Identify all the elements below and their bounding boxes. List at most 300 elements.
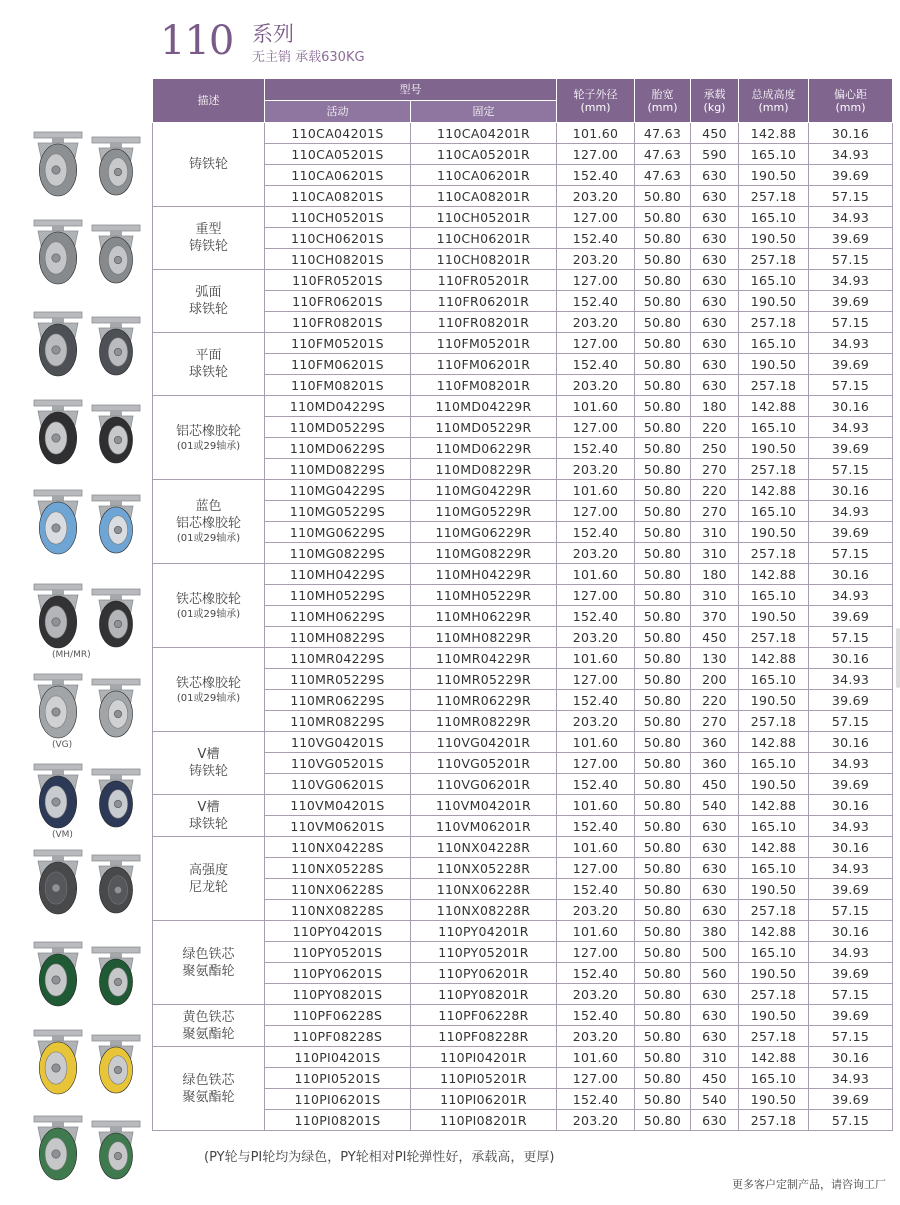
rigid-model: 110NX05228R [411, 858, 557, 879]
caster-icon [24, 836, 150, 918]
wheel-diameter: 152.40 [557, 1089, 635, 1110]
series-number: 110 [160, 18, 234, 64]
description-line: 球铁轮 [188, 816, 228, 832]
rigid-model: 110MR04229R [411, 648, 557, 669]
load-capacity: 630 [691, 837, 739, 858]
swivel-model: 110NX04228S [265, 837, 411, 858]
wheel-diameter: 152.40 [557, 438, 635, 459]
load-capacity: 450 [691, 1068, 739, 1089]
rigid-model: 110CA04201R [411, 123, 557, 144]
rigid-caster [92, 405, 140, 463]
overall-height: 190.50 [739, 774, 809, 795]
footnote: (PY轮与PI轮均为绿色，PY轮相对PI轮弹性好，承载高，更厚) [204, 1150, 555, 1165]
table-row [153, 396, 893, 417]
rigid-model: 110NX06228R [411, 879, 557, 900]
overall-height: 190.50 [739, 165, 809, 186]
swivel-offset: 39.69 [809, 963, 893, 984]
wheel-diameter: 101.60 [557, 648, 635, 669]
table-row [153, 648, 893, 669]
rigid-model: 110PF08228R [411, 1026, 557, 1047]
swivel-caster [34, 132, 82, 196]
table-row [153, 795, 893, 816]
load-capacity: 310 [691, 543, 739, 564]
swivel-model: 110PY06201S [265, 963, 411, 984]
tire-width: 50.80 [635, 375, 691, 396]
overall-height: 165.10 [739, 1068, 809, 1089]
series-word: 系列 [252, 22, 294, 46]
wheel-diameter: 127.00 [557, 753, 635, 774]
swivel-offset: 57.15 [809, 186, 893, 207]
page-edge-mark [896, 628, 900, 688]
series-subtitle: 无主销 承载630KG [252, 50, 365, 65]
row-group-description [153, 396, 265, 480]
swivel-offset: 39.69 [809, 291, 893, 312]
tire-width: 50.80 [635, 585, 691, 606]
load-capacity: 310 [691, 522, 739, 543]
swivel-model: 110MR08229S [265, 711, 411, 732]
rigid-model: 110FR05201R [411, 270, 557, 291]
tire-width: 50.80 [635, 207, 691, 228]
rigid-model: 110MD08229R [411, 459, 557, 480]
overall-height: 142.88 [739, 732, 809, 753]
tire-width: 47.63 [635, 123, 691, 144]
swivel-caster [34, 400, 82, 464]
wheel-diameter: 152.40 [557, 816, 635, 837]
swivel-caster [34, 764, 82, 828]
swivel-offset: 57.15 [809, 375, 893, 396]
load-capacity: 380 [691, 921, 739, 942]
rigid-model: 110PY04201R [411, 921, 557, 942]
swivel-model: 110PY04201S [265, 921, 411, 942]
description-line: 绿色铁芯 [182, 946, 235, 962]
load-capacity: 270 [691, 501, 739, 522]
rigid-model: 110PY05201R [411, 942, 557, 963]
rigid-model: 110PY06201R [411, 963, 557, 984]
row-group-description [153, 333, 265, 396]
rigid-model: 110MR08229R [411, 711, 557, 732]
wheel-diameter: 203.20 [557, 627, 635, 648]
rigid-model: 110PI06201R [411, 1089, 557, 1110]
tire-width: 50.80 [635, 459, 691, 480]
swivel-model: 110CH06201S [265, 228, 411, 249]
caster-icon [24, 386, 150, 468]
description-line: 球铁轮 [188, 302, 228, 317]
rigid-model: 110MD04229R [411, 396, 557, 417]
swivel-model: 110MG06229S [265, 522, 411, 543]
tire-width: 50.80 [635, 711, 691, 732]
rigid-model: 110VG06201R [411, 774, 557, 795]
swivel-offset: 30.16 [809, 123, 893, 144]
table-row [153, 123, 893, 144]
tire-width: 50.80 [635, 249, 691, 270]
load-capacity: 630 [691, 186, 739, 207]
load-capacity: 180 [691, 564, 739, 585]
load-capacity: 220 [691, 690, 739, 711]
load-capacity: 630 [691, 900, 739, 921]
caster-icon [24, 118, 150, 200]
overall-height: 257.18 [739, 249, 809, 270]
load-capacity: 630 [691, 816, 739, 837]
swivel-model: 110FR06201S [265, 291, 411, 312]
table-row [153, 270, 893, 291]
wheel-diameter: 203.20 [557, 186, 635, 207]
swivel-caster [34, 850, 82, 914]
row-group-description [153, 921, 265, 1005]
rigid-caster [92, 317, 140, 375]
row-group-description [153, 1047, 265, 1131]
overall-height: 190.50 [739, 606, 809, 627]
rigid-model: 110MR06229R [411, 690, 557, 711]
swivel-offset: 57.15 [809, 900, 893, 921]
rigid-model: 110FM06201R [411, 354, 557, 375]
swivel-model: 110MR04229S [265, 648, 411, 669]
caster-icon [24, 570, 150, 652]
wheel-diameter: 101.60 [557, 732, 635, 753]
swivel-model: 110PF08228S [265, 1026, 411, 1047]
swivel-model: 110VG06201S [265, 774, 411, 795]
swivel-model: 110CA04201S [265, 123, 411, 144]
tire-width: 50.80 [635, 501, 691, 522]
wheel-diameter: 127.00 [557, 417, 635, 438]
rigid-model: 110MH05229R [411, 585, 557, 606]
caster-pair-v-groove [24, 660, 150, 750]
overall-height: 142.88 [739, 921, 809, 942]
load-capacity: 500 [691, 942, 739, 963]
overall-height: 257.18 [739, 900, 809, 921]
wheel-diameter: 203.20 [557, 711, 635, 732]
swivel-offset: 34.93 [809, 858, 893, 879]
swivel-offset: 34.93 [809, 816, 893, 837]
swivel-model: 110MD04229S [265, 396, 411, 417]
swivel-offset: 57.15 [809, 711, 893, 732]
rigid-model: 110MH08229R [411, 627, 557, 648]
swivel-offset: 30.16 [809, 837, 893, 858]
swivel-model: 110PF06228S [265, 1005, 411, 1026]
swivel-offset: 34.93 [809, 669, 893, 690]
rigid-caster [92, 137, 140, 195]
load-capacity: 450 [691, 627, 739, 648]
table-row [153, 1047, 893, 1068]
tire-width: 50.80 [635, 522, 691, 543]
load-capacity: 370 [691, 606, 739, 627]
tire-width: 50.80 [635, 438, 691, 459]
rigid-model: 110VG04201R [411, 732, 557, 753]
table-row [153, 207, 893, 228]
spec-table-body [153, 123, 893, 1131]
swivel-model: 110PI04201S [265, 1047, 411, 1068]
overall-height: 190.50 [739, 690, 809, 711]
description-note: (01或29轴承) [176, 440, 241, 452]
load-capacity: 220 [691, 417, 739, 438]
table-row [153, 921, 893, 942]
swivel-offset: 57.15 [809, 312, 893, 333]
tire-width: 50.80 [635, 648, 691, 669]
load-capacity: 450 [691, 123, 739, 144]
description-line: 聚氨酯轮 [182, 1026, 235, 1042]
tire-width: 50.80 [635, 837, 691, 858]
row-group-description [153, 795, 265, 837]
swivel-offset: 39.69 [809, 522, 893, 543]
overall-height: 165.10 [739, 858, 809, 879]
swivel-model: 110PI06201S [265, 1089, 411, 1110]
wheel-diameter: 101.60 [557, 1047, 635, 1068]
rigid-model: 110VM04201R [411, 795, 557, 816]
load-capacity: 130 [691, 648, 739, 669]
wheel-diameter: 101.60 [557, 795, 635, 816]
caster-pair-iron-rubber [24, 570, 150, 660]
description-line: V槽 [197, 747, 220, 762]
table-row [153, 333, 893, 354]
swivel-offset: 34.93 [809, 501, 893, 522]
wheel-diameter: 152.40 [557, 165, 635, 186]
swivel-offset: 34.93 [809, 207, 893, 228]
rigid-caster [92, 225, 140, 283]
swivel-offset: 39.69 [809, 228, 893, 249]
wheel-diameter: 203.20 [557, 543, 635, 564]
rigid-model: 110NX08228R [411, 900, 557, 921]
tire-width: 50.80 [635, 564, 691, 585]
wheel-diameter: 152.40 [557, 774, 635, 795]
rigid-caster [92, 679, 140, 737]
load-capacity: 630 [691, 984, 739, 1005]
overall-height: 190.50 [739, 438, 809, 459]
overall-height: 142.88 [739, 396, 809, 417]
overall-height: 142.88 [739, 480, 809, 501]
overall-height: 165.10 [739, 270, 809, 291]
caster-label: (VG) [52, 740, 73, 750]
swivel-model: 110MG08229S [265, 543, 411, 564]
overall-height: 165.10 [739, 333, 809, 354]
rigid-model: 110CH05201R [411, 207, 557, 228]
caster-icon [24, 660, 150, 742]
load-capacity: 450 [691, 774, 739, 795]
load-capacity: 560 [691, 963, 739, 984]
rigid-model: 110CA08201R [411, 186, 557, 207]
wheel-diameter: 203.20 [557, 984, 635, 1005]
swivel-offset: 57.15 [809, 1110, 893, 1131]
swivel-model: 110MH04229S [265, 564, 411, 585]
overall-height: 165.10 [739, 816, 809, 837]
wheel-diameter: 152.40 [557, 354, 635, 375]
tire-width: 50.80 [635, 1026, 691, 1047]
load-capacity: 630 [691, 165, 739, 186]
rigid-caster [92, 495, 140, 553]
row-group-description [153, 837, 265, 921]
swivel-caster [34, 584, 82, 648]
rigid-caster [92, 1035, 140, 1093]
header-width: 胎宽 (mm) [635, 79, 691, 123]
load-capacity: 630 [691, 270, 739, 291]
overall-height: 165.10 [739, 417, 809, 438]
load-capacity: 630 [691, 858, 739, 879]
rigid-caster [92, 1121, 140, 1179]
row-group-description [153, 480, 265, 564]
swivel-model: 110FM05201S [265, 333, 411, 354]
tire-width: 50.80 [635, 984, 691, 1005]
rigid-model: 110MG08229R [411, 543, 557, 564]
spec-table [152, 78, 893, 1131]
header-diameter: 轮子外径 (mm) [557, 79, 635, 123]
description-line: 铁芯橡胶轮 [175, 591, 241, 607]
swivel-offset: 57.15 [809, 459, 893, 480]
description-line: 弧面 [195, 285, 222, 300]
description-line: 黄色铁芯 [182, 1009, 235, 1025]
tire-width: 50.80 [635, 1110, 691, 1131]
tire-width: 50.80 [635, 627, 691, 648]
swivel-offset: 39.69 [809, 1005, 893, 1026]
swivel-offset: 30.16 [809, 480, 893, 501]
wheel-diameter: 152.40 [557, 879, 635, 900]
rigid-model: 110MH06229R [411, 606, 557, 627]
rigid-model: 110PY08201R [411, 984, 557, 1005]
overall-height: 165.10 [739, 207, 809, 228]
wheel-diameter: 203.20 [557, 249, 635, 270]
swivel-offset: 34.93 [809, 942, 893, 963]
tire-width: 50.80 [635, 1005, 691, 1026]
caster-pair-ductile-iron-dark [24, 298, 150, 380]
row-group-description [153, 207, 265, 270]
caster-pair-cast-iron [24, 118, 150, 200]
wheel-diameter: 127.00 [557, 585, 635, 606]
description-line: 重型 [195, 222, 222, 237]
description-note: (01或29轴承) [176, 692, 241, 704]
overall-height: 257.18 [739, 312, 809, 333]
description-line: V槽 [197, 799, 220, 815]
swivel-offset: 30.16 [809, 732, 893, 753]
load-capacity: 630 [691, 249, 739, 270]
swivel-offset: 34.93 [809, 1068, 893, 1089]
rigid-caster [92, 769, 140, 827]
caster-pair-blue-rubber [24, 476, 150, 558]
tire-width: 50.80 [635, 795, 691, 816]
rigid-model: 110PI04201R [411, 1047, 557, 1068]
overall-height: 165.10 [739, 669, 809, 690]
wheel-diameter: 203.20 [557, 1026, 635, 1047]
swivel-offset: 34.93 [809, 333, 893, 354]
row-group-description [153, 564, 265, 648]
tire-width: 50.80 [635, 774, 691, 795]
tire-width: 50.80 [635, 942, 691, 963]
swivel-model: 110CH08201S [265, 249, 411, 270]
load-capacity: 310 [691, 585, 739, 606]
rigid-model: 110VG05201R [411, 753, 557, 774]
load-capacity: 630 [691, 1110, 739, 1131]
swivel-caster [34, 942, 82, 1006]
overall-height: 165.10 [739, 501, 809, 522]
description-line: 聚氨酯轮 [182, 1089, 235, 1105]
overall-height: 257.18 [739, 711, 809, 732]
overall-height: 257.18 [739, 186, 809, 207]
description-line: 铝芯橡胶轮 [175, 423, 241, 439]
rigid-caster [92, 947, 140, 1005]
wheel-diameter: 152.40 [557, 963, 635, 984]
caster-icon [24, 1016, 150, 1098]
load-capacity: 540 [691, 1089, 739, 1110]
swivel-model: 110VM04201S [265, 795, 411, 816]
wheel-diameter: 152.40 [557, 1005, 635, 1026]
rigid-model: 110MD05229R [411, 417, 557, 438]
swivel-offset: 39.69 [809, 1089, 893, 1110]
caster-pair-green-poly [24, 928, 150, 1010]
load-capacity: 540 [691, 795, 739, 816]
load-capacity: 310 [691, 1047, 739, 1068]
load-capacity: 630 [691, 1026, 739, 1047]
tire-width: 50.80 [635, 816, 691, 837]
header-description: 描述 [153, 79, 265, 123]
rigid-model: 110VM06201R [411, 816, 557, 837]
description-line: 绿色铁芯 [182, 1072, 235, 1088]
tire-width: 50.80 [635, 690, 691, 711]
tire-width: 47.63 [635, 144, 691, 165]
swivel-offset: 34.93 [809, 753, 893, 774]
swivel-offset: 57.15 [809, 627, 893, 648]
table-row [153, 1005, 893, 1026]
table-row [153, 564, 893, 585]
row-group-description [153, 270, 265, 333]
swivel-model: 110FR08201S [265, 312, 411, 333]
tire-width: 50.80 [635, 753, 691, 774]
swivel-offset: 34.93 [809, 417, 893, 438]
description-note: (01或29轴承) [176, 608, 241, 620]
load-capacity: 630 [691, 207, 739, 228]
overall-height: 257.18 [739, 459, 809, 480]
rigid-model: 110FM08201R [411, 375, 557, 396]
wheel-diameter: 101.60 [557, 123, 635, 144]
tire-width: 50.80 [635, 228, 691, 249]
swivel-model: 110NX05228S [265, 858, 411, 879]
caster-icon [24, 750, 150, 832]
tire-width: 50.80 [635, 963, 691, 984]
row-group-description [153, 648, 265, 732]
header-model: 型号 [265, 79, 557, 101]
swivel-offset: 57.15 [809, 249, 893, 270]
tire-width: 50.80 [635, 270, 691, 291]
swivel-offset: 39.69 [809, 879, 893, 900]
wheel-diameter: 152.40 [557, 690, 635, 711]
swivel-caster [34, 1116, 82, 1180]
tire-width: 50.80 [635, 396, 691, 417]
swivel-offset: 34.93 [809, 144, 893, 165]
swivel-model: 110MR05229S [265, 669, 411, 690]
table-row [153, 480, 893, 501]
swivel-model: 110FM08201S [265, 375, 411, 396]
load-capacity: 630 [691, 354, 739, 375]
swivel-model: 110VM06201S [265, 816, 411, 837]
swivel-model: 110MR06229S [265, 690, 411, 711]
description-line: 蓝色 [195, 499, 222, 514]
overall-height: 165.10 [739, 942, 809, 963]
description-line: 尼龙轮 [188, 879, 228, 895]
rigid-model: 110FR08201R [411, 312, 557, 333]
overall-height: 190.50 [739, 354, 809, 375]
wheel-diameter: 127.00 [557, 669, 635, 690]
tire-width: 50.80 [635, 1068, 691, 1089]
overall-height: 190.50 [739, 879, 809, 900]
tire-width: 50.80 [635, 879, 691, 900]
wheel-diameter: 152.40 [557, 522, 635, 543]
swivel-offset: 57.15 [809, 1026, 893, 1047]
overall-height: 257.18 [739, 1026, 809, 1047]
swivel-model: 110FM06201S [265, 354, 411, 375]
row-group-description [153, 1005, 265, 1047]
caster-icon [24, 206, 150, 288]
rigid-model: 110CH06201R [411, 228, 557, 249]
wheel-diameter: 127.00 [557, 333, 635, 354]
swivel-model: 110MG05229S [265, 501, 411, 522]
wheel-diameter: 127.00 [557, 144, 635, 165]
tire-width: 50.80 [635, 417, 691, 438]
tire-width: 50.80 [635, 606, 691, 627]
